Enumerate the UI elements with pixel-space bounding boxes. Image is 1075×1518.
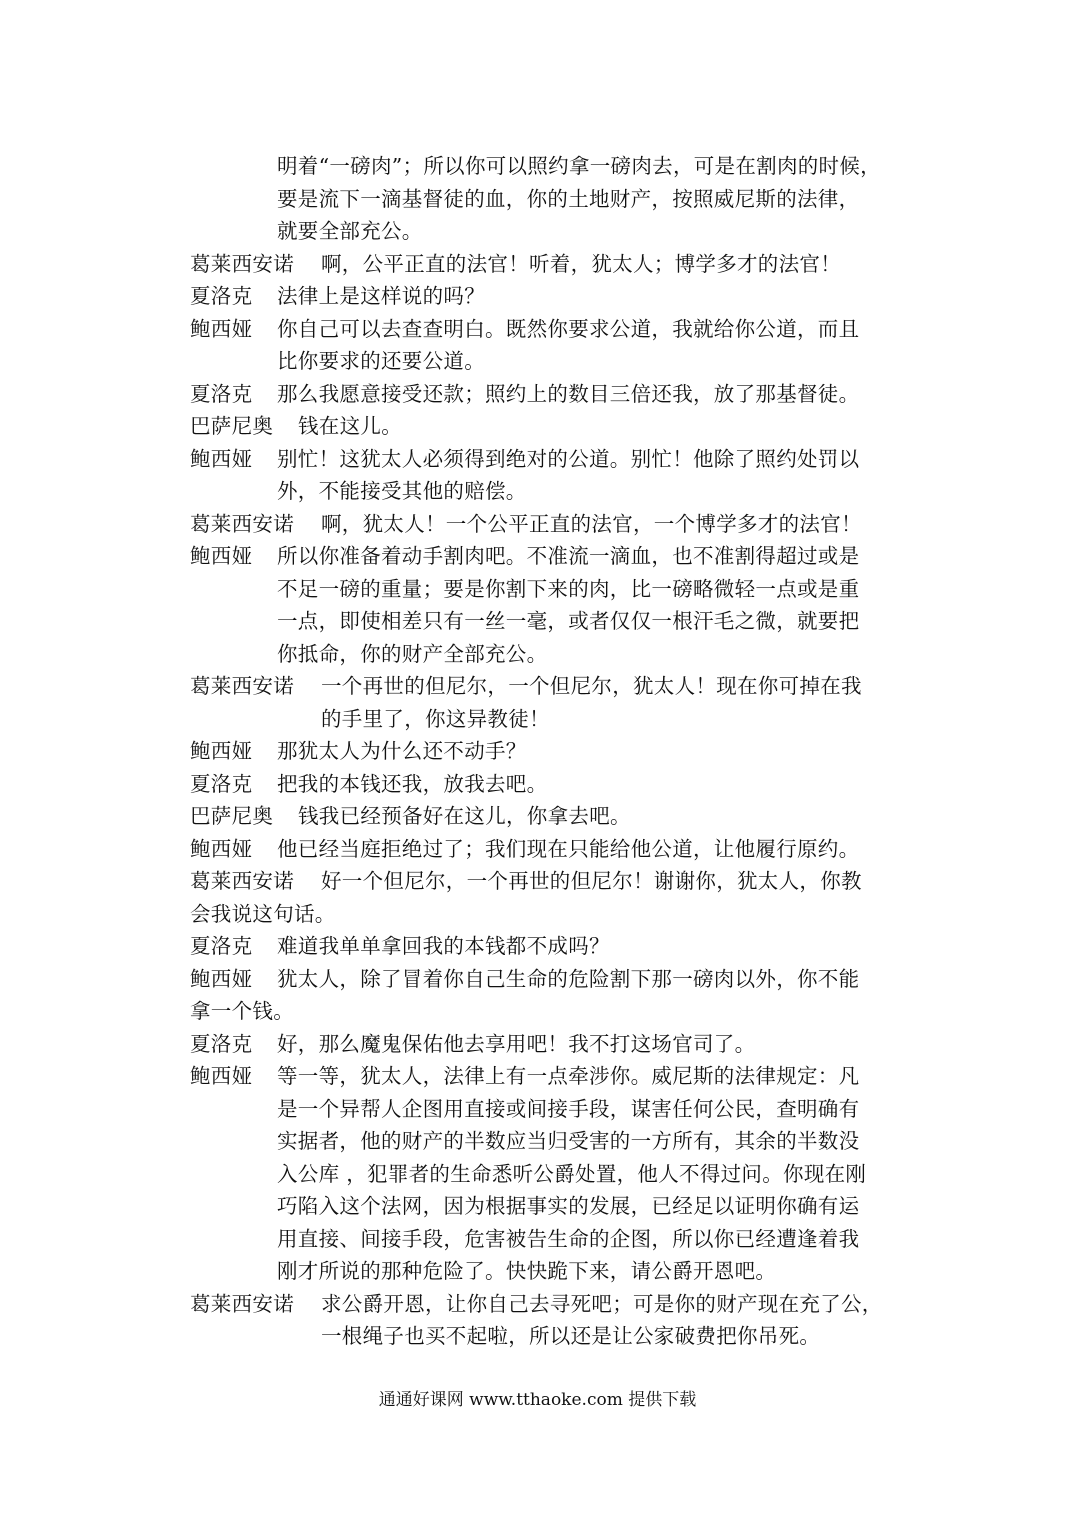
speech-first-line: [190, 1060, 900, 1093]
speaker-name: 夏洛克: [190, 771, 253, 796]
speech-continuation-line: 比你要求的还要公道。: [277, 349, 485, 373]
speech-continuation-line: 一点，即使相差只有一丝一毫，或者仅仅一根汗毛之微，就要把: [277, 609, 860, 633]
speech-continuation-line: 巧陷入这个法网，因为根据事实的发展，已经足以证明你确有运: [277, 1194, 860, 1218]
speech-continuation-line: 一根绳子也买不起啦，所以还是让公家破费把你吊死。: [321, 1324, 821, 1348]
dialogue-entry: [190, 410, 900, 443]
speech-text: 好，那么魔鬼保佑他去享用吧！我不打这场官司了。: [277, 1031, 756, 1056]
speech-continuation-line: 会我说这句话。: [190, 901, 336, 926]
speech-text: 他已经当庭拒绝过了；我们现在只能给他公道，让他履行原约。: [277, 836, 860, 861]
speech-first-line: [190, 1028, 900, 1061]
speaker-name: 夏洛克: [190, 381, 253, 406]
dialogue-entry: [190, 1060, 900, 1288]
speech-first-line: [190, 735, 900, 768]
speaker-name: 巴萨尼奥: [190, 804, 274, 828]
dialogue-entry: [190, 248, 900, 281]
speaker-name: 鲍西娅: [190, 446, 253, 471]
speech-first-line: [190, 670, 900, 703]
speech-text: 别忙！这犹太人必须得到绝对的公道。别忙！他除了照约处罚以: [277, 446, 860, 471]
speech-text: 难道我单单拿回我的本钱都不成吗？: [277, 934, 610, 958]
dialogue-entry: [190, 800, 900, 833]
dialogue-entry: [190, 1028, 900, 1061]
speech-first-line: [190, 508, 900, 541]
speech-first-line: [190, 280, 900, 313]
speech-continuation-line: 入公库 ，犯罪者的生命悉听公爵处置，他人不得过问。你现在刚: [277, 1161, 867, 1186]
dialogue-entry: [190, 670, 900, 735]
speech-continuation-line: 实据者，他的财产的半数应当归受害的一方所有，其余的半数没: [277, 1129, 860, 1153]
dialogue-entry: [190, 540, 900, 670]
speaker-name: 鲍西娅: [190, 1064, 253, 1088]
speaker-name: 鲍西娅: [190, 739, 253, 763]
speech-first-line: [190, 313, 900, 346]
dialogue-entry: [190, 833, 900, 866]
dialogue-entry: [190, 865, 900, 930]
speech-first-line: [190, 833, 900, 866]
dialogue-entry: [190, 963, 900, 1028]
speech-continuation-line: 的手里了，你这异教徒！: [321, 706, 550, 731]
speech-continuation-line: 你抵命，你的财产全部充公。: [277, 641, 548, 666]
speech-text: 啊，公平正直的法官！听着，犹太人；博学多才的法官！: [321, 251, 841, 276]
speech-text: 你自己可以去查查明白。既然你要求公道，我就给你公道，而且: [277, 316, 860, 341]
speech-first-line: [190, 768, 900, 801]
speech-text: 钱我已经预备好在这儿，你拿去吧。: [298, 804, 631, 828]
speech-text: 那么我愿意接受还款；照约上的数目三倍还我，放了那基督徒。: [277, 381, 860, 406]
dialogue-entry: [190, 930, 900, 963]
speech-first-line: [190, 865, 900, 898]
speech-continuation-line: 拿一个钱。: [190, 999, 294, 1023]
speech-text: 一个再世的但尼尔，一个但尼尔，犹太人！现在你可掉在我: [321, 674, 862, 698]
speech-first-line: [190, 963, 900, 996]
speaker-name: 鲍西娅: [190, 966, 253, 991]
speech-line: 明着“一磅肉”；所以你可以照约拿一磅肉去，可是在割肉的时候，: [277, 154, 881, 178]
speech-text: 好一个但尼尔，一个再世的但尼尔！谢谢你，犹太人，你教: [321, 869, 862, 893]
speech-first-line: [190, 378, 900, 411]
speaker-name: 鲍西娅: [190, 544, 253, 568]
speaker-name: 葛莱西安诺: [190, 1291, 294, 1316]
dialogue-entry: [190, 768, 900, 801]
speech-continuation-line: 就要全部充公。: [277, 219, 423, 243]
speech-text: 那犹太人为什么还不动手？: [277, 739, 527, 763]
speech-continuation-line: 要是流下一滴基督徒的血，你的土地财产，按照威尼斯的法律，: [277, 186, 860, 211]
dialogue-entry: [190, 1288, 900, 1353]
speaker-name: 夏洛克: [190, 1031, 253, 1056]
page-footer: 通通好课网 www.tthaoke.com 提供下载: [378, 1390, 697, 1410]
speaker-name: 葛莱西安诺: [190, 674, 294, 698]
speech-text: 等一等，犹太人，法律上有一点牵涉你。威尼斯的法律规定：凡: [277, 1064, 860, 1088]
speech-text: 求公爵开恩，让你自己去寻死吧；可是你的财产现在充了公，: [321, 1291, 883, 1316]
speaker-name: 葛莱西安诺: [190, 869, 294, 893]
dialogue-entry: [190, 508, 900, 541]
speech-first-line: [190, 930, 900, 963]
speech-continuation-line: 外，不能接受其他的赔偿。: [277, 479, 527, 503]
speaker-name: 巴萨尼奥: [190, 414, 274, 438]
speech-text: 钱在这儿。: [298, 414, 402, 438]
speech-first-line: [190, 540, 900, 573]
dialogue-entry: [190, 378, 900, 411]
speech-text: 啊，犹太人！一个公平正直的法官，一个博学多才的法官！: [321, 511, 862, 536]
dialogue-entry: [190, 280, 900, 313]
speaker-name: 葛莱西安诺: [190, 251, 294, 276]
speaker-name: 葛莱西安诺: [190, 511, 294, 536]
dialogue-entry: [190, 735, 900, 768]
speech-first-line: [190, 800, 900, 833]
speech-continuation-line: 刚才所说的那种危险了。快快跪下来，请公爵开恩吧。: [277, 1259, 777, 1283]
speaker-name: 鲍西娅: [190, 836, 253, 861]
speech-first-line: [190, 410, 900, 443]
speech-first-line: [190, 443, 900, 476]
speech-first-line: [190, 248, 900, 281]
dialogue-entry: [190, 150, 900, 248]
speech-text: 法律上是这样说的吗？: [277, 284, 485, 308]
speaker-name: 夏洛克: [190, 284, 253, 308]
dialogue-entry: [190, 443, 900, 508]
dialogue-text: [190, 150, 900, 1353]
speech-text: 把我的本钱还我，放我去吧。: [277, 771, 548, 796]
speech-continuation-line: 不足一磅的重量；要是你割下来的肉，比一磅略微轻一点或是重: [277, 576, 860, 601]
speech-text: 犹太人，除了冒着你自己生命的危险割下那一磅肉以外，你不能: [277, 966, 860, 991]
speech-continuation-line: 用直接、间接手段，危害被告生命的企图，所以你已经遭逢着我: [277, 1226, 860, 1251]
speech-text: 所以你准备着动手割肉吧。不准流一滴血，也不准割得超过或是: [277, 544, 860, 568]
speaker-name: 夏洛克: [190, 934, 253, 958]
speaker-name: 鲍西娅: [190, 316, 253, 341]
speech-first-line: [190, 1288, 900, 1321]
speech-continuation-line: 是一个异帮人企图用直接或间接手段，谋害任何公民，查明确有: [277, 1096, 860, 1121]
dialogue-entry: [190, 313, 900, 378]
